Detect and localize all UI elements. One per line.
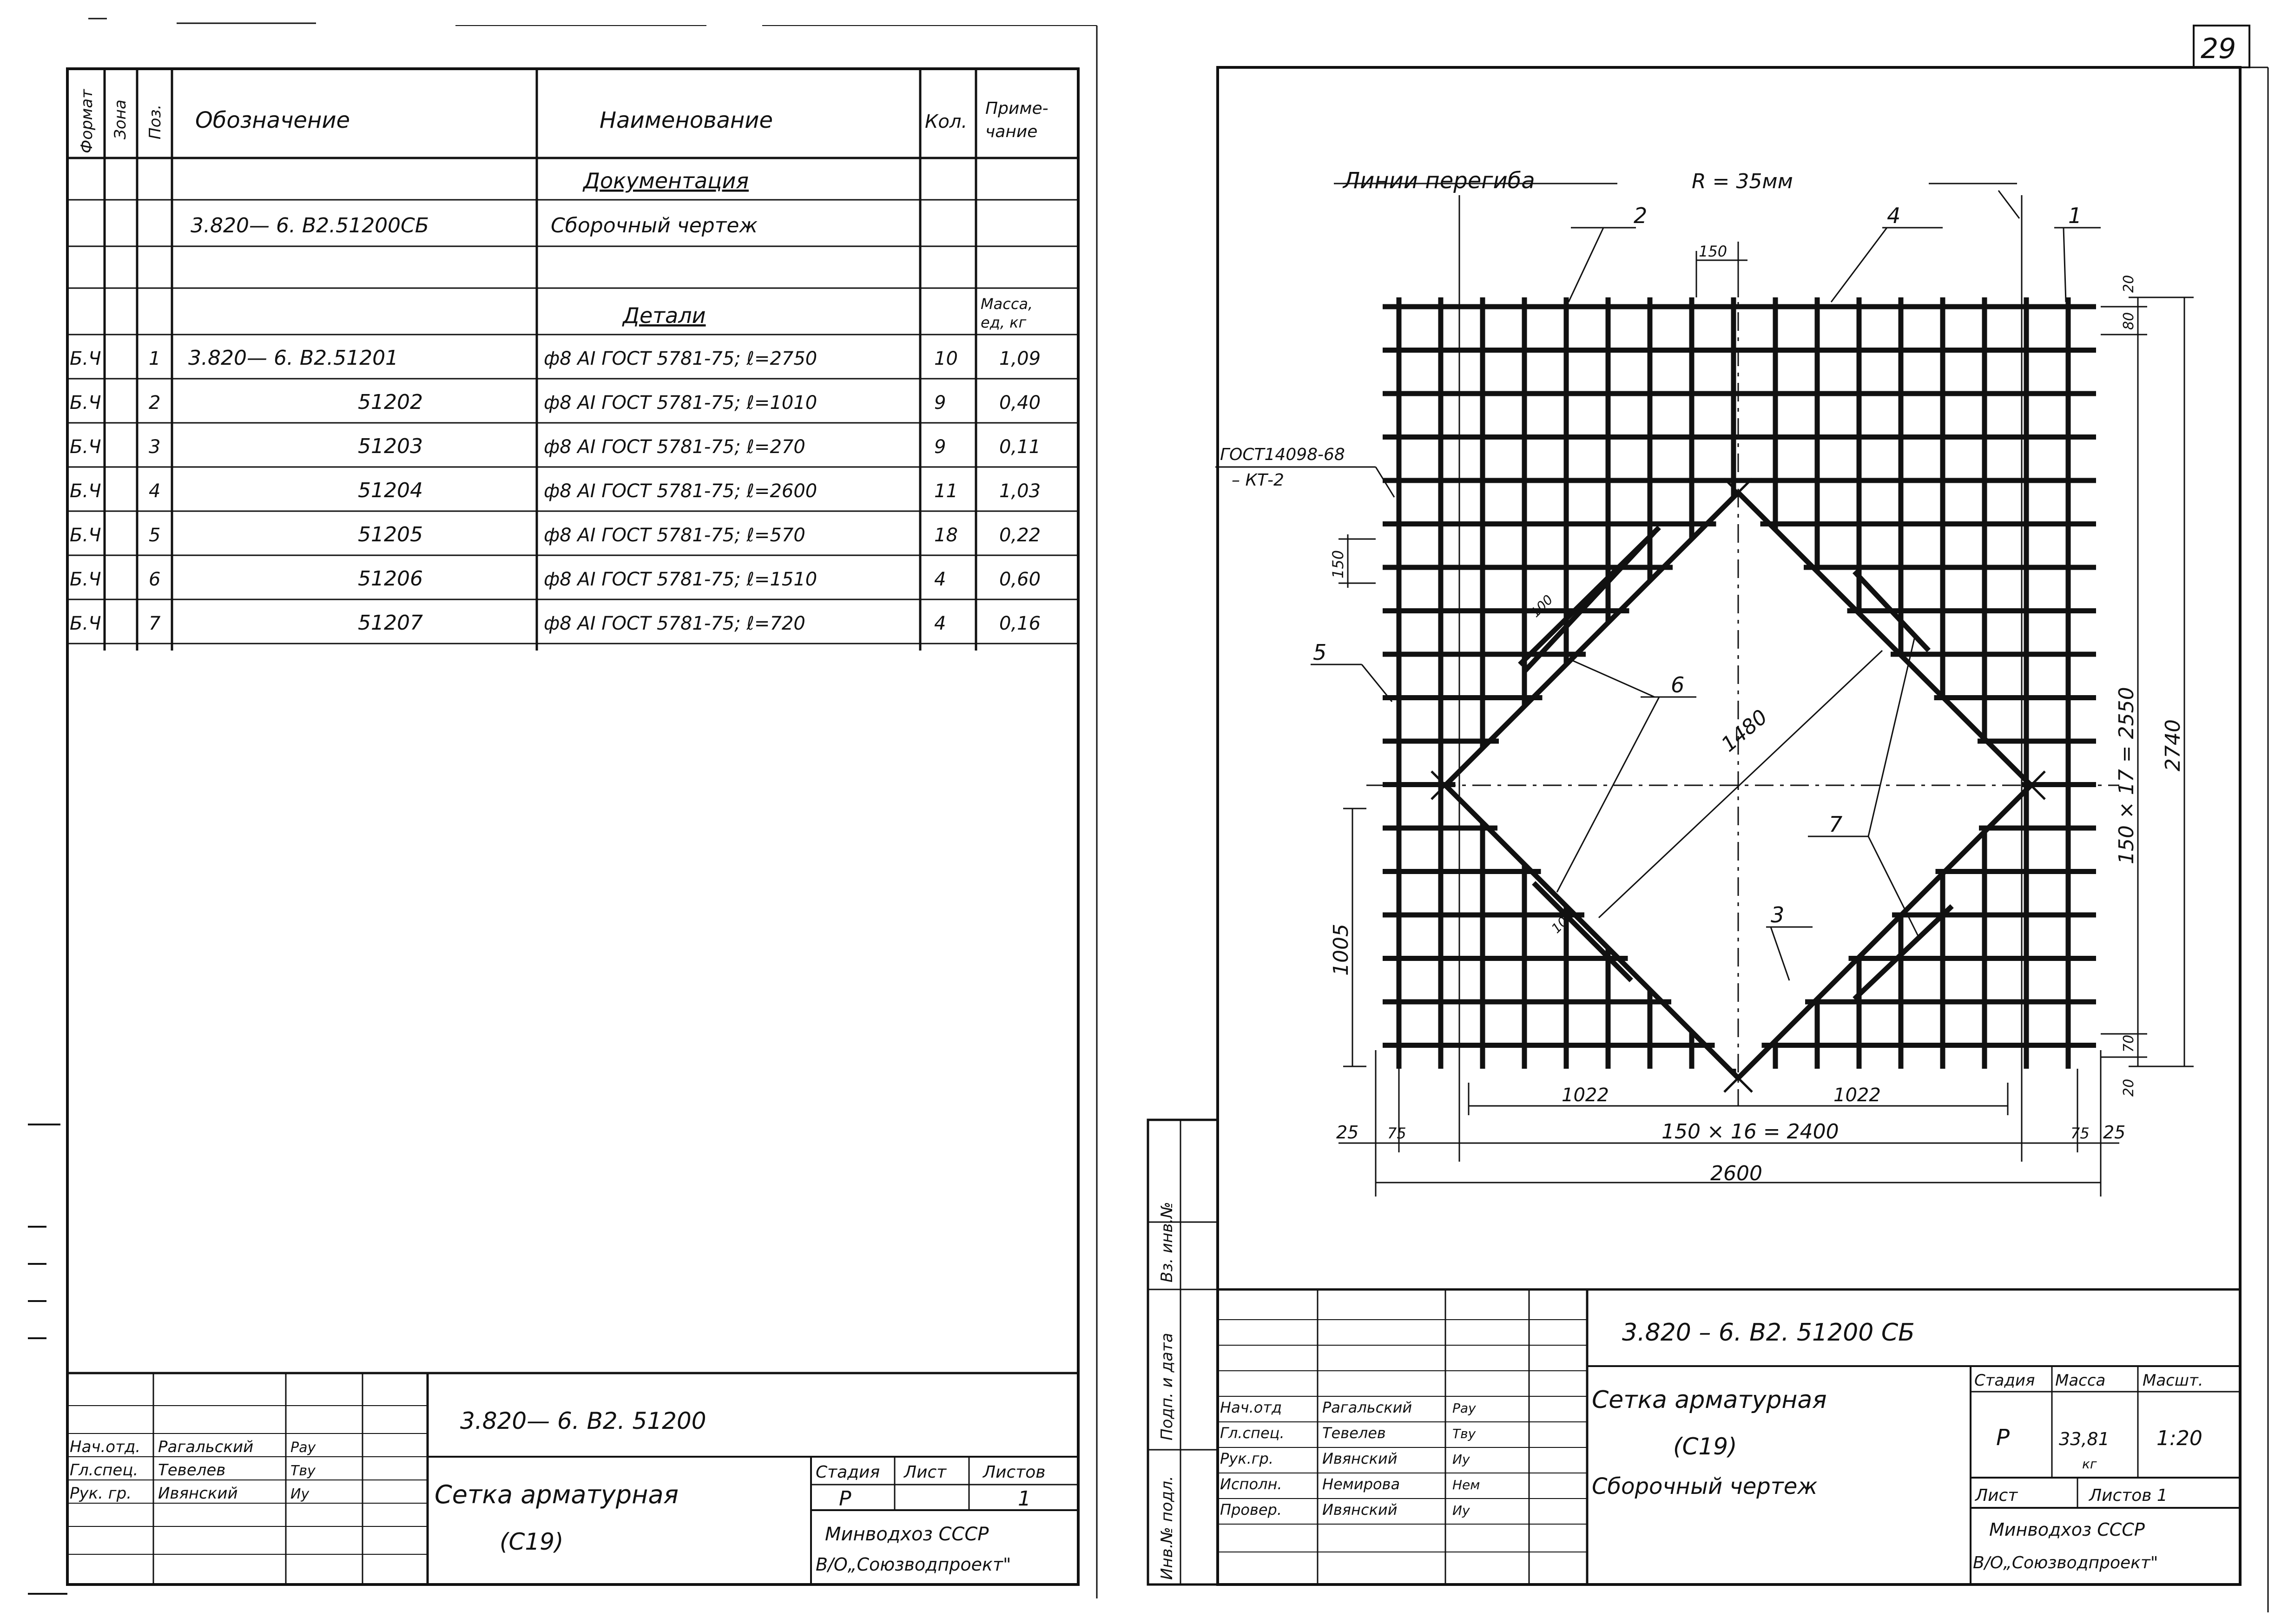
dim-diagonal: 1480 bbox=[1717, 705, 1772, 757]
col-pos-header: Поз. bbox=[146, 104, 165, 139]
left-stamp-person: Рагальский bbox=[158, 1438, 254, 1456]
row-pos: 6 bbox=[149, 569, 161, 590]
page-number: 29 bbox=[2201, 33, 2236, 65]
right-stamp-org-1: Минводхоз СССР bbox=[1989, 1519, 2145, 1540]
dim-20-bottom: 20 bbox=[2121, 1078, 2137, 1097]
right-stamp-role: Провер. bbox=[1220, 1501, 1282, 1519]
dim-top-gap: 150 bbox=[1699, 243, 1728, 260]
row-format: Б.Ч bbox=[70, 480, 101, 502]
left-stamp-person: Ивянский bbox=[158, 1484, 238, 1503]
col-note-header-2: чание bbox=[985, 122, 1038, 141]
left-stamp-signature: Тву bbox=[290, 1463, 316, 1479]
dim-20-top: 20 bbox=[2121, 275, 2137, 293]
side-inv-original: Инв.№ подл. bbox=[1158, 1476, 1176, 1580]
right-stamp-stage-label: Стадия bbox=[1974, 1371, 2035, 1390]
row-designation: 51205 bbox=[358, 523, 423, 546]
left-stamp-signature: Иу bbox=[290, 1486, 310, 1502]
row-format: Б.Ч bbox=[70, 348, 101, 369]
row-designation: 51202 bbox=[358, 390, 423, 414]
row-designation: 51204 bbox=[358, 479, 423, 502]
dim-grid-horizontal: 150 × 16 = 2400 bbox=[1662, 1120, 1839, 1144]
row-name: ф8 АI ГОСТ 5781-75; ℓ=1510 bbox=[544, 569, 818, 590]
row-mass: 0,11 bbox=[999, 436, 1041, 458]
dim-left-gap: 150 bbox=[1329, 550, 1347, 579]
dim-grid-vertical: 150 × 17 = 2550 bbox=[2115, 687, 2138, 864]
dim-70: 70 bbox=[2121, 1034, 2137, 1052]
left-stamp-sheets: 1 bbox=[1018, 1487, 1031, 1511]
row-mass: 0,22 bbox=[999, 525, 1041, 546]
row-format: Б.Ч bbox=[70, 525, 101, 546]
dim-inner-a: 100 bbox=[1527, 592, 1556, 620]
dim-75-right: 75 bbox=[2070, 1124, 2090, 1142]
section-documentation: Документация bbox=[583, 168, 749, 193]
dim-75-left: 75 bbox=[1387, 1124, 1406, 1142]
gost-label-2: – КТ-2 bbox=[1232, 471, 1284, 490]
right-stamp-mass-unit: кг bbox=[2082, 1456, 2097, 1472]
row-designation: 51206 bbox=[358, 567, 423, 591]
left-stamp-person: Тевелев bbox=[158, 1461, 226, 1479]
row-name: ф8 АI ГОСТ 5781-75; ℓ=570 bbox=[544, 525, 805, 546]
col-zone-header: Зона bbox=[111, 99, 130, 139]
row-mass: 0,16 bbox=[999, 613, 1041, 634]
drawing-annotations bbox=[1220, 168, 2185, 1185]
spec-table bbox=[70, 89, 1048, 635]
mesh-drawing bbox=[1215, 184, 2194, 1197]
row-pos: 2 bbox=[149, 392, 161, 414]
section-parts: Детали bbox=[623, 303, 706, 328]
bend-radius-label: R = 35мм bbox=[1692, 170, 1793, 193]
left-stamp-code: 3.820— 6. В2. 51200 bbox=[460, 1407, 706, 1434]
row-format: Б.Ч bbox=[70, 436, 101, 458]
doc-row-name: Сборочный чертеж bbox=[551, 214, 758, 237]
dim-25-right: 25 bbox=[2103, 1122, 2126, 1143]
left-stamp-role: Рук. гр. bbox=[70, 1484, 132, 1503]
left-stamp-stage: Р bbox=[839, 1487, 851, 1511]
col-note-header-1: Приме- bbox=[985, 99, 1048, 118]
left-stamp-title-2: (С19) bbox=[500, 1528, 564, 1555]
dim-25-left: 25 bbox=[1336, 1122, 1359, 1143]
row-qty: 18 bbox=[934, 525, 958, 546]
right-stamp-role: Гл.спец. bbox=[1220, 1424, 1285, 1442]
col-format-header: Формат bbox=[78, 89, 96, 153]
right-stamp-person: Тевелев bbox=[1322, 1424, 1386, 1442]
row-qty: 9 bbox=[934, 436, 946, 458]
dim-half-right: 1022 bbox=[1833, 1085, 1881, 1106]
col-name-header: Наименование bbox=[600, 107, 773, 133]
side-inv-dup: Вз. инв.№ bbox=[1158, 1202, 1176, 1282]
left-stamp-org-1: Минводхоз СССР bbox=[825, 1524, 989, 1545]
right-stamp-code: 3.820 – 6. В2. 51200 СБ bbox=[1622, 1319, 1915, 1347]
right-stamp-role: Рук.гр. bbox=[1220, 1450, 1274, 1467]
right-stamp-signature: Иу bbox=[1452, 1452, 1470, 1467]
right-stamp-signature: Тву bbox=[1452, 1426, 1476, 1441]
leader-pos-5: 5 bbox=[1313, 640, 1327, 665]
row-mass: 1,03 bbox=[999, 480, 1041, 502]
row-name: ф8 АI ГОСТ 5781-75; ℓ=270 bbox=[544, 436, 805, 458]
leader-pos-3: 3 bbox=[1771, 902, 1785, 927]
row-mass: 1,09 bbox=[999, 348, 1041, 369]
gost-label-1: ГОСТ14098-68 bbox=[1220, 445, 1345, 464]
mass-header-2: ед, кг bbox=[981, 314, 1027, 331]
right-stamp-signature: Рау bbox=[1452, 1400, 1476, 1416]
left-stamp-title-1: Сетка арматурная bbox=[435, 1480, 679, 1509]
side-strip bbox=[1158, 1202, 1176, 1580]
row-name: ф8 АI ГОСТ 5781-75; ℓ=1010 bbox=[544, 392, 818, 414]
dim-inner-b: 100 bbox=[1548, 907, 1577, 936]
doc-row-designation: 3.820— 6. В2.51200СБ bbox=[191, 214, 429, 237]
dim-left-vertical: 1005 bbox=[1329, 924, 1353, 976]
left-stamp-role: Гл.спец. bbox=[70, 1461, 138, 1479]
row-qty: 10 bbox=[934, 348, 958, 369]
left-stamp-org-2: В/О„Союзводпроект" bbox=[816, 1554, 1011, 1575]
leader-pos-6: 6 bbox=[1671, 672, 1685, 697]
row-mass: 0,60 bbox=[999, 569, 1041, 590]
right-stamp-mass-label: Масса bbox=[2055, 1371, 2106, 1390]
row-pos: 4 bbox=[149, 480, 161, 502]
dim-half-left: 1022 bbox=[1562, 1085, 1609, 1106]
right-stamp-title-2: (С19) bbox=[1673, 1433, 1737, 1460]
leader-pos-4: 4 bbox=[1887, 203, 1901, 228]
row-name: ф8 АI ГОСТ 5781-75; ℓ=2600 bbox=[544, 480, 818, 502]
right-stamp-stage: Р bbox=[1996, 1425, 2010, 1451]
right-stamp-person: Немирова bbox=[1322, 1475, 1400, 1493]
right-stamp-role: Нач.отд bbox=[1220, 1399, 1282, 1416]
row-pos: 3 bbox=[149, 436, 161, 458]
row-designation: 51207 bbox=[358, 611, 423, 635]
row-format: Б.Ч bbox=[70, 569, 101, 590]
right-stamp-title-3: Сборочный чертеж bbox=[1592, 1473, 1818, 1499]
bend-lines-label: Линии перегиба bbox=[1343, 168, 1535, 194]
row-qty: 4 bbox=[934, 613, 946, 634]
right-stamp-person: Ивянский bbox=[1322, 1450, 1398, 1467]
row-format: Б.Ч bbox=[70, 392, 101, 414]
row-designation: 51203 bbox=[358, 434, 423, 458]
col-designation-header: Обозначение bbox=[195, 107, 350, 133]
right-stamp-scale-label: Масшт. bbox=[2143, 1371, 2203, 1390]
right-stamp-org-2: В/О„Союзводпроект" bbox=[1973, 1553, 2158, 1572]
right-stamp-sheet-label: Лист bbox=[1975, 1486, 2018, 1505]
right-stamp-sheets-label: Листов 1 bbox=[2089, 1486, 2168, 1505]
col-qty-header: Кол. bbox=[925, 111, 968, 132]
right-stamp-person: Ивянский bbox=[1322, 1501, 1398, 1519]
left-stamp-sheets-label: Листов bbox=[983, 1463, 1046, 1482]
row-pos: 5 bbox=[149, 525, 161, 546]
dim-total-horizontal: 2600 bbox=[1710, 1162, 1762, 1185]
dim-80: 80 bbox=[2121, 312, 2137, 330]
right-stamp-signature: Нем bbox=[1452, 1477, 1480, 1493]
row-name: ф8 АI ГОСТ 5781-75; ℓ=2750 bbox=[544, 348, 818, 369]
row-pos: 1 bbox=[149, 348, 161, 369]
row-pos: 7 bbox=[149, 613, 161, 634]
leader-pos-2: 2 bbox=[1634, 203, 1648, 228]
right-stamp-signature: Иу bbox=[1452, 1503, 1470, 1518]
row-name: ф8 АI ГОСТ 5781-75; ℓ=720 bbox=[544, 613, 805, 634]
right-stamp-scale: 1:20 bbox=[2156, 1427, 2202, 1450]
side-sign-date: Подп. и дата bbox=[1158, 1333, 1176, 1440]
mass-header-1: Масса, bbox=[981, 295, 1033, 313]
right-title-block bbox=[1220, 1319, 2203, 1572]
left-stamp-stage-label: Стадия bbox=[816, 1463, 880, 1482]
leader-pos-1: 1 bbox=[2068, 203, 2082, 228]
right-stamp-role: Исполн. bbox=[1220, 1475, 1282, 1493]
left-stamp-sheet-label: Лист bbox=[904, 1463, 947, 1482]
left-stamp-role: Нач.отд. bbox=[70, 1438, 141, 1456]
row-designation: 3.820— 6. В2.51201 bbox=[188, 346, 399, 370]
right-stamp-person: Рагальский bbox=[1322, 1399, 1412, 1416]
leader-pos-7: 7 bbox=[1829, 812, 1843, 837]
row-mass: 0,40 bbox=[999, 392, 1041, 414]
row-qty: 4 bbox=[934, 569, 946, 590]
left-title-block bbox=[70, 1407, 1045, 1575]
row-format: Б.Ч bbox=[70, 613, 101, 634]
dim-total-vertical: 2740 bbox=[2161, 719, 2185, 771]
right-stamp-mass: 33,81 bbox=[2059, 1429, 2110, 1449]
left-stamp-signature: Рау bbox=[290, 1440, 316, 1456]
row-qty: 11 bbox=[934, 480, 958, 502]
row-qty: 9 bbox=[934, 392, 946, 414]
right-stamp-title-1: Сетка арматурная bbox=[1592, 1386, 1827, 1414]
